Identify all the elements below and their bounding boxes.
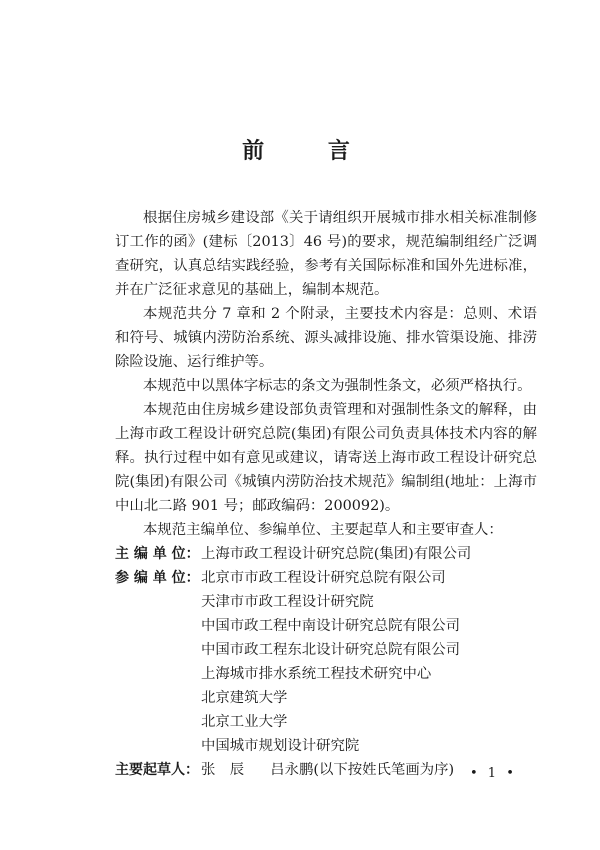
participants-label: 参 编 单 位： [115,570,200,586]
participant-org: 北京工业大学 [201,714,288,730]
paragraph-contents: 本规范共分 7 章和 2 个附录，主要技术内容是：总则、术语和符号、城镇内涝防治系统、源头减排设施、排水管渠设施、排涝除险设施、运行维护等。 [115,306,537,370]
participant-row [115,734,555,758]
drafter-name: 吕永鹏(以下按姓氏笔画为序) [270,762,455,778]
paragraph-management: 本规范由住房城乡建设部负责管理和对强制性条文的解释，由上海市政工程设计研究总院(集团)有限公司负责具体技术内容的解释。执行过程中如有意见或建议，请寄送上海市政工程设计研究总院(集团)有限公司《城镇内涝防治技术规范》编制组(地址：上海市中山北二路 901 号；邮政编码：200092)。 [115,402,537,514]
participant-org: 中国城市规划设计研究院 [201,738,360,754]
participant-row [115,614,555,638]
drafters-label: 主要起草人： [115,762,199,778]
participant-row [115,590,555,614]
participant-org: 中国市政工程中南设计研究总院有限公司 [201,618,461,634]
chief-editor-label: 主 编 单 位： [115,546,200,562]
participant-row [115,710,555,734]
paragraph-basis: 根据住房城乡建设部《关于请组织开展城市排水相关标准制修订工作的函》(建标〔2013〕46 号)的要求，规范编制组经广泛调查研究，认真总结实践经验，参考有关国际标准和国外先进标准，并在广泛征求意见的基础上，编制本规范。 [115,210,537,298]
chief-editor-org: 上海市政工程设计研究总院(集团)有限公司 [201,546,472,562]
paragraph-units-intro: 本规范主编单位、参编单位、主要起草人和主要审查人： [143,522,503,538]
page-number: • 1 • [470,766,517,781]
chief-editor-row [115,542,555,566]
participant-org: 上海城市排水系统工程技术研究中心 [201,666,432,682]
page-title: 前 言 [242,139,378,164]
participant-org: 北京市市政工程设计研究总院有限公司 [201,570,446,586]
participant-org: 中国市政工程东北设计研究总院有限公司 [201,642,461,658]
participant-row [115,686,555,710]
participant-row [115,566,555,590]
drafter-name: 张 辰 [201,762,245,778]
participant-row [115,638,555,662]
participant-org: 天津市市政工程设计研究院 [201,594,374,610]
units-list [115,542,555,782]
participant-row [115,662,555,686]
paragraph-mandatory: 本规范中以黑体字标志的条文为强制性条文，必须严格执行。 [143,378,532,394]
participant-org: 北京建筑大学 [201,690,288,706]
preface-body [115,206,537,542]
